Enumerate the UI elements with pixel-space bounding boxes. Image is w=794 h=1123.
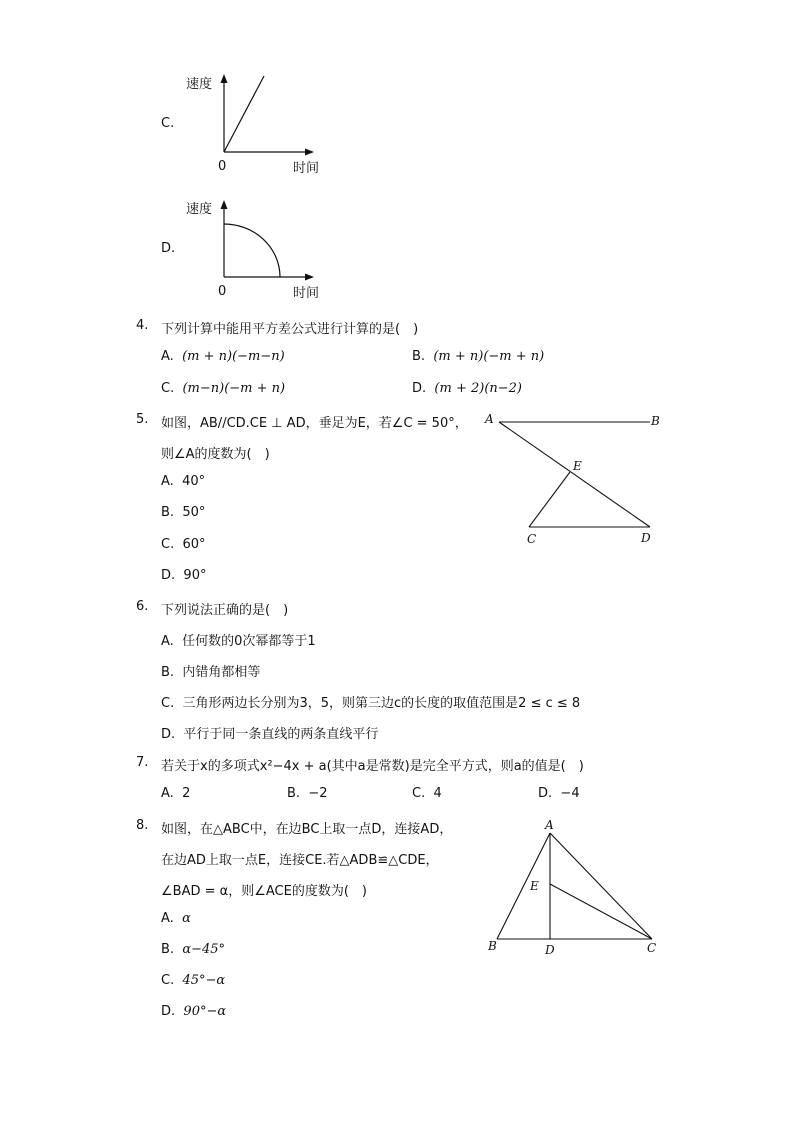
q4-option-a-label: A. <box>161 349 174 364</box>
q6-stem: 下列说法正确的是( ) <box>161 603 289 618</box>
q8-option-a-label: A. <box>161 911 174 926</box>
q6-option-c-text: 三角形两边长分别为3，5，则第三边c的长度的取值范围是2 ≤ c ≤ 8 <box>182 696 581 711</box>
q3c-origin-label: 0 <box>218 159 227 174</box>
q8-point-b: B <box>488 939 497 953</box>
q6-option-b-text: 内错角都相等 <box>182 665 261 680</box>
q5-stem-line2: 则∠A的度数为( ) <box>161 447 270 462</box>
q5-option-a-label: A. <box>161 474 174 489</box>
q3-option-d-label[interactable]: D. <box>161 241 176 256</box>
q5-option-c-text: 60° <box>182 537 206 552</box>
q7-option-a-label: A. <box>161 786 174 801</box>
q6-option-a-label: A. <box>161 634 174 649</box>
q3d-y-axis-label: 速度 <box>186 202 213 217</box>
q3c-x-axis-label: 时间 <box>293 161 320 176</box>
q7-option-d-label: D. <box>538 786 553 801</box>
q8-stem-line2: 在边AD上取一点E，连接CE.若△ADB≌△CDE， <box>161 853 439 868</box>
q4-option-d-text: (m + 2)(n−2) <box>434 381 523 396</box>
q4-option-c-label: C. <box>161 381 175 396</box>
q5-option-d-text: 90° <box>183 568 207 583</box>
q5-number: 5. <box>136 412 149 427</box>
q4-stem: 下列计算中能用平方差公式进行计算的是( ) <box>161 322 419 337</box>
q7-option-b-label: B. <box>287 786 301 801</box>
q6-option-a-text: 任何数的0次幂都等于1 <box>182 634 316 649</box>
q6-number: 6. <box>136 599 149 614</box>
q6-option-d-text: 平行于同一条直线的两条直线平行 <box>183 727 379 742</box>
q5-option-b-label: B. <box>161 505 175 520</box>
q5-option-c-label: C. <box>161 537 175 552</box>
q7-number: 7. <box>136 755 149 770</box>
q8-point-d: D <box>545 943 555 957</box>
q8-number: 8. <box>136 818 149 833</box>
q8-option-c-label: C. <box>161 973 175 988</box>
q6-option-c-label: C. <box>161 696 175 711</box>
q8-segment-ac <box>550 833 652 939</box>
q4-option-b-label: B. <box>412 349 426 364</box>
q5-point-d: D <box>641 531 651 545</box>
q5-point-a: A <box>485 412 494 426</box>
q5-option-b-text: 50° <box>182 505 206 520</box>
q5-stem-line1: 如图，AB//CD.CE ⊥ AD，垂足为E，若∠C = 50°， <box>161 416 468 431</box>
q8-option-b-label: B. <box>161 942 175 957</box>
q8-option-d-text: 90°−α <box>183 1004 227 1019</box>
q5-point-e: E <box>573 459 582 473</box>
q6-option-b-label: B. <box>161 665 175 680</box>
q7-option-c-label: C. <box>412 786 426 801</box>
q8-segment-ce <box>550 884 652 939</box>
q6-option-d-label: D. <box>161 727 176 742</box>
q8-option-b-text: α−45° <box>182 942 226 957</box>
q7-option-b-text: −2 <box>308 786 328 801</box>
q3-option-c-label[interactable]: C. <box>161 116 175 131</box>
q4-option-a-text: (m + n)(−m−n) <box>182 349 285 364</box>
q4-number: 4. <box>136 318 149 333</box>
q8-point-c: C <box>647 941 657 955</box>
q5-point-b: B <box>651 414 660 428</box>
q5-point-c: C <box>527 532 537 546</box>
q8-segment-ab <box>497 833 550 939</box>
q3c-y-axis-label: 速度 <box>186 77 213 92</box>
q7-option-c-text: 4 <box>433 786 442 801</box>
q4-option-c-text: (m−n)(−m + n) <box>182 381 286 396</box>
q8-point-e: E <box>530 879 539 893</box>
q8-option-c-text: 45°−α <box>182 973 226 988</box>
q8-stem-line3: ∠BAD = α，则∠ACE的度数为( ) <box>161 884 367 899</box>
q5-option-d-label: D. <box>161 568 176 583</box>
q8-option-a-text: α <box>182 911 191 926</box>
q3d-origin-label: 0 <box>218 284 227 299</box>
q3d-x-axis-label: 时间 <box>293 286 320 301</box>
q4-option-b-text: (m + n)(−m + n) <box>433 349 545 364</box>
q8-stem-line1: 如图，在△ABC中，在边BC上取一点D，连接AD， <box>161 822 453 837</box>
q5-option-a-text: 40° <box>182 474 206 489</box>
q8-option-d-label: D. <box>161 1004 176 1019</box>
q4-option-d-label: D. <box>412 381 427 396</box>
q7-option-d-text: −4 <box>560 786 580 801</box>
q7-option-a-text: 2 <box>182 786 191 801</box>
q8-point-a: A <box>545 818 554 832</box>
q7-stem: 若关于x的多项式x²−4x + a(其中a是常数)是完全平方式，则a的值是( ) <box>161 759 584 774</box>
